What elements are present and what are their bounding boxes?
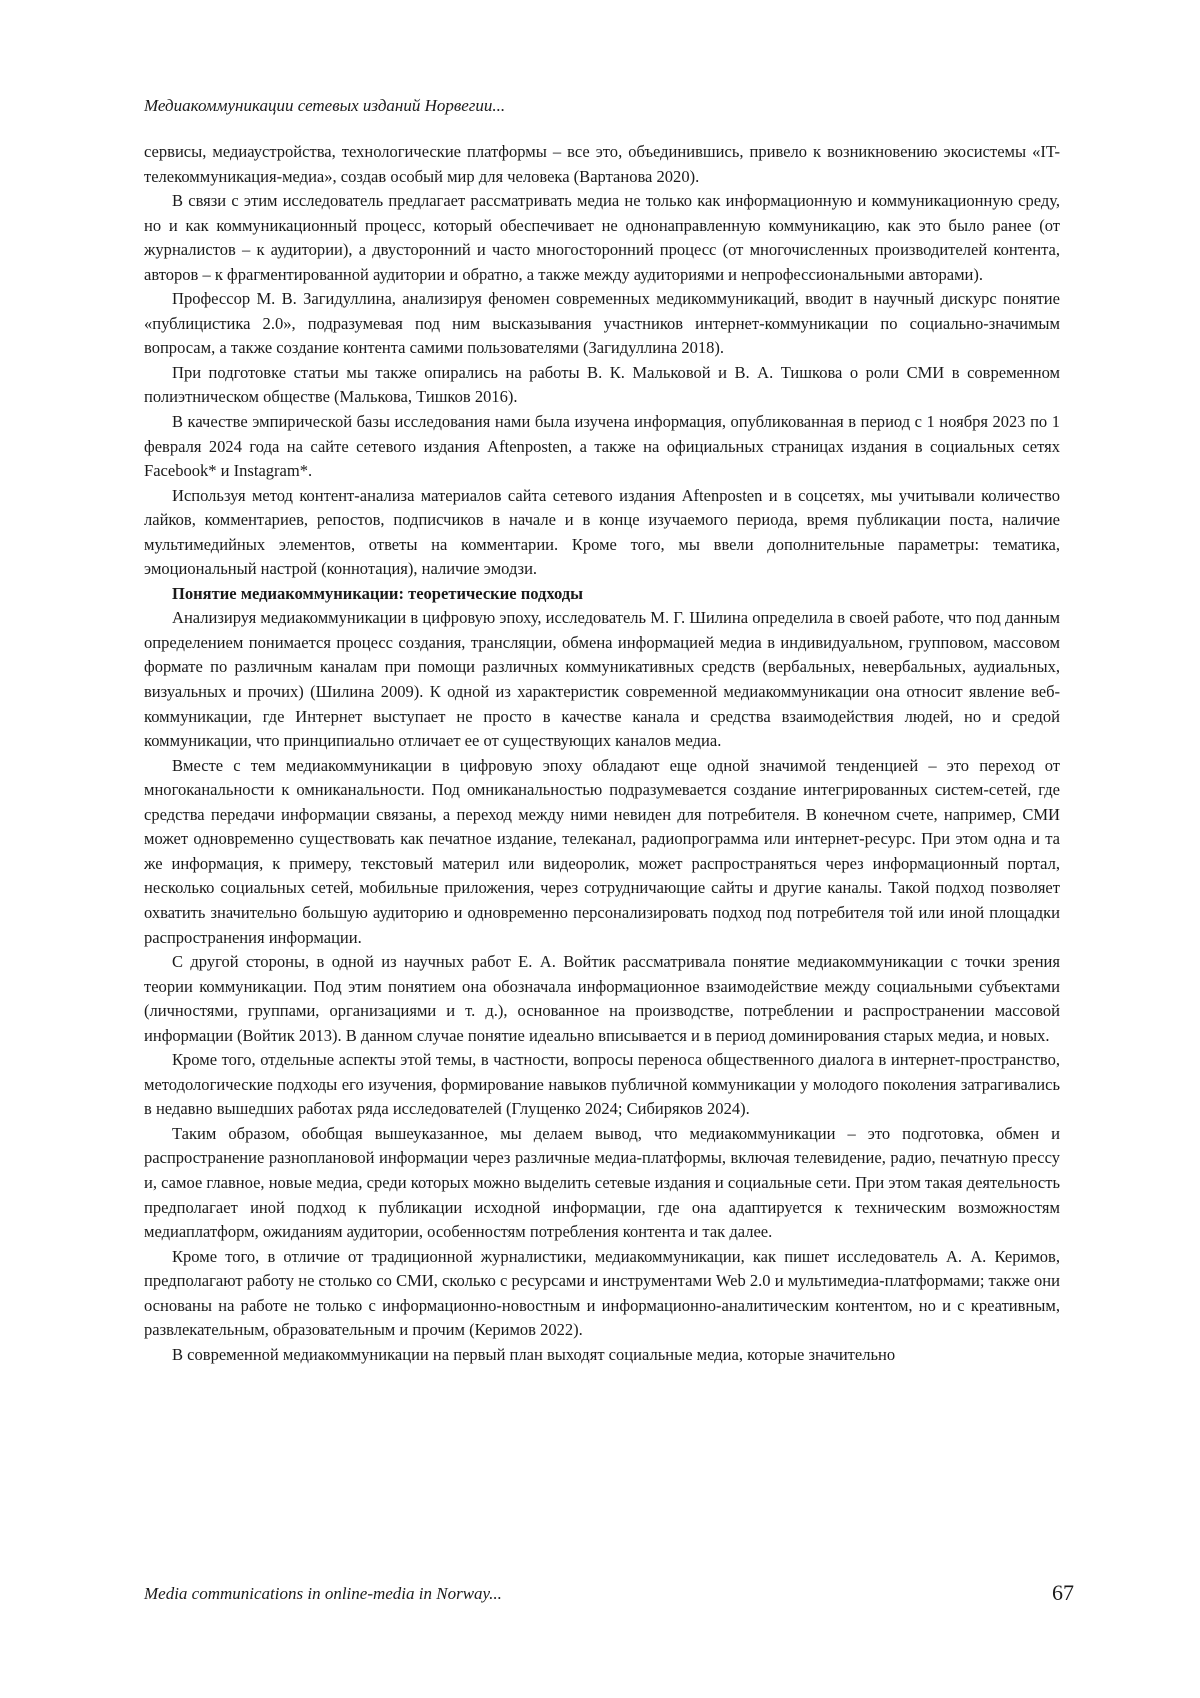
running-footer: Media communications in online-media in Norway... — [144, 1584, 502, 1603]
paragraph: Кроме того, в отличие от традиционной журналистики, медиакоммуникации, как пишет исследователь А. А. Керимов, предполагают работу не столько со СМИ, сколько с ресурсами и инструментами Web 2.0 и мультимедиа-платформами; также они основаны на работе не только с информационно-новостным и информационно-аналитическим контентом, но и с креативным, развлекательным, образовательным и прочим (Керимов 2022). — [144, 1246, 1060, 1340]
paragraph: Вместе с тем медиакоммуникации в цифровую эпоху обладают еще одной значимой тенденцией – это переход от многоканальности к омниканальности. Под омниканальностью подразумевается создание интегрированных систем-сетей, где средства передачи информации связаны, а переход между ними невиден для потребителя. В конечном счете, например, СМИ может одновременно существовать как печатное издание, телеканал, радиопрограмма или интернет-ресурс. При этом одна и та же информация, к примеру, текстовый материл или видеоролик, может распространяться через информационный портал, несколько социальных сетей, мобильные приложения, через сотрудничающие сайты и другие каналы. Такой подход позволяет охватить значительно большую аудиторию и одновременно персонализировать подход под потребителя той или иной площадки распространения информации. — [144, 755, 1060, 947]
paragraph: При подготовке статьи мы также опирались на работы В. К. Мальковой и В. А. Тишкова о роли СМИ в современном полиэтническом обществе (Малькова, Тишков 2016). — [144, 362, 1060, 407]
paragraph: В современной медиакоммуникации на первый план выходят социальные медиа, которые значительно — [172, 1344, 896, 1364]
paragraph: В качестве эмпирической базы исследования нами была изучена информация, опубликованная в период с 1 ноября 2023 по 1 февраля 2024 года на сайте сетевого издания Aftenposten, а также на официальных страницах издания в социальных сетях Facebook* и Instagram*. — [144, 412, 1060, 481]
paragraph: сервисы, медиаустройства, технологические платформы – все это, объединившись, привело к возникновению экосистемы «IT-телекоммуникация-медиа», создав особый мир для человека (Вартанова 2020). — [144, 142, 1060, 186]
article-body — [144, 140, 1060, 1367]
paragraph: В связи с этим исследователь предлагает рассматривать медиа не только как информационную и коммуникационную среду, но и как коммуникационный процесс, который обеспечивает не однонаправленную коммуникацию, как это было ранее (от журналистов – к аудитории), а двусторонний и часто многосторонний процесс (от многочисленных производителей контента, авторов – к фрагментированной аудитории и обратно, а также между аудиториями и непрофессиональными авторами). — [144, 191, 1060, 284]
page-number: 67 — [1052, 1580, 1074, 1605]
paragraph: Кроме того, отдельные аспекты этой темы, в частности, вопросы переноса общественного диалога в интернет-пространство, методологические подходы его изучения, формирование навыков публичной коммуникации у молодого поколения затрагивались в недавно вышедших работах ряда исследователей (Глущенко 2024; Сибиряков 2024). — [144, 1050, 1060, 1119]
paragraph: Профессор М. В. Загидуллина, анализируя феномен современных медикоммуникаций, вводит в научный дискурс понятие «публицистика 2.0», подразумевая под ним высказывания участников интернет-коммуникации по социально-значимым вопросам, а также создание контента самими пользователями (Загидуллина 2018). — [144, 289, 1060, 358]
paragraph: С другой стороны, в одной из научных работ Е. А. Войтик рассматривала понятие медиакоммуникации с точки зрения теории коммуникации. Под этим понятием она обозначала информационное взаимодействие между социальными субъектами (личностями, группами, организациями и т. д.), основанное на производстве, потреблении и распространении массовой информации (Войтик 2013). В данном случае понятие идеально вписывается и в период доминирования старых медиа, и новых. — [144, 952, 1060, 1045]
paragraph: Используя метод контент-анализа материалов сайта сетевого издания Aftenposten и в соцсетях, мы учитывали количество лайков, комментариев, репостов, подписчиков в начале и в конце изучаемого периода, время публикации поста, наличие мультимедийных элементов, ответы на комментарии. Кроме того, мы ввели дополнительные параметры: тематика, эмоциональный настрой (коннотация), наличие эмодзи. — [144, 485, 1060, 579]
section-heading: Понятие медиакоммуникации: теоретические подходы — [172, 583, 584, 603]
paragraph: Таким образом, обобщая вышеуказанное, мы делаем вывод, что медиакоммуникации – это подготовка, обмен и распространение разноплановой информации через различные медиа-платформы, включая телевидение, радио, печатную прессу и, самое главное, новые медиа, среди которых можно выделить сетевые издания и социальные сети. При этом такая деятельность предполагает иной подход к публикации исходной информации, где она адаптируется к техническим возможностям медиаплатформ, ожиданиям аудитории, особенностям потребления контента и так далее. — [144, 1123, 1060, 1242]
running-header: Медиакоммуникации сетевых изданий Норвегии... — [144, 96, 506, 115]
paragraph: Анализируя медиакоммуникации в цифровую эпоху, исследователь М. Г. Шилина определила в своей работе, что под данным определением понимается процесс создания, трансляции, обмена информацией медиа в индивидуальном, групповом, массовом формате по различным каналам при помощи различных коммуникативных средств (вербальных, невербальных, аудиальных, визуальных и прочих) (Шилина 2009). К одной из характеристик современной медиакоммуникации она относит явление веб-коммуникации, где Интернет выступает не просто в качестве канала и средства взаимодействия людей, но и средой коммуникации, что принципиально отличает ее от существующих каналов медиа. — [144, 608, 1060, 751]
